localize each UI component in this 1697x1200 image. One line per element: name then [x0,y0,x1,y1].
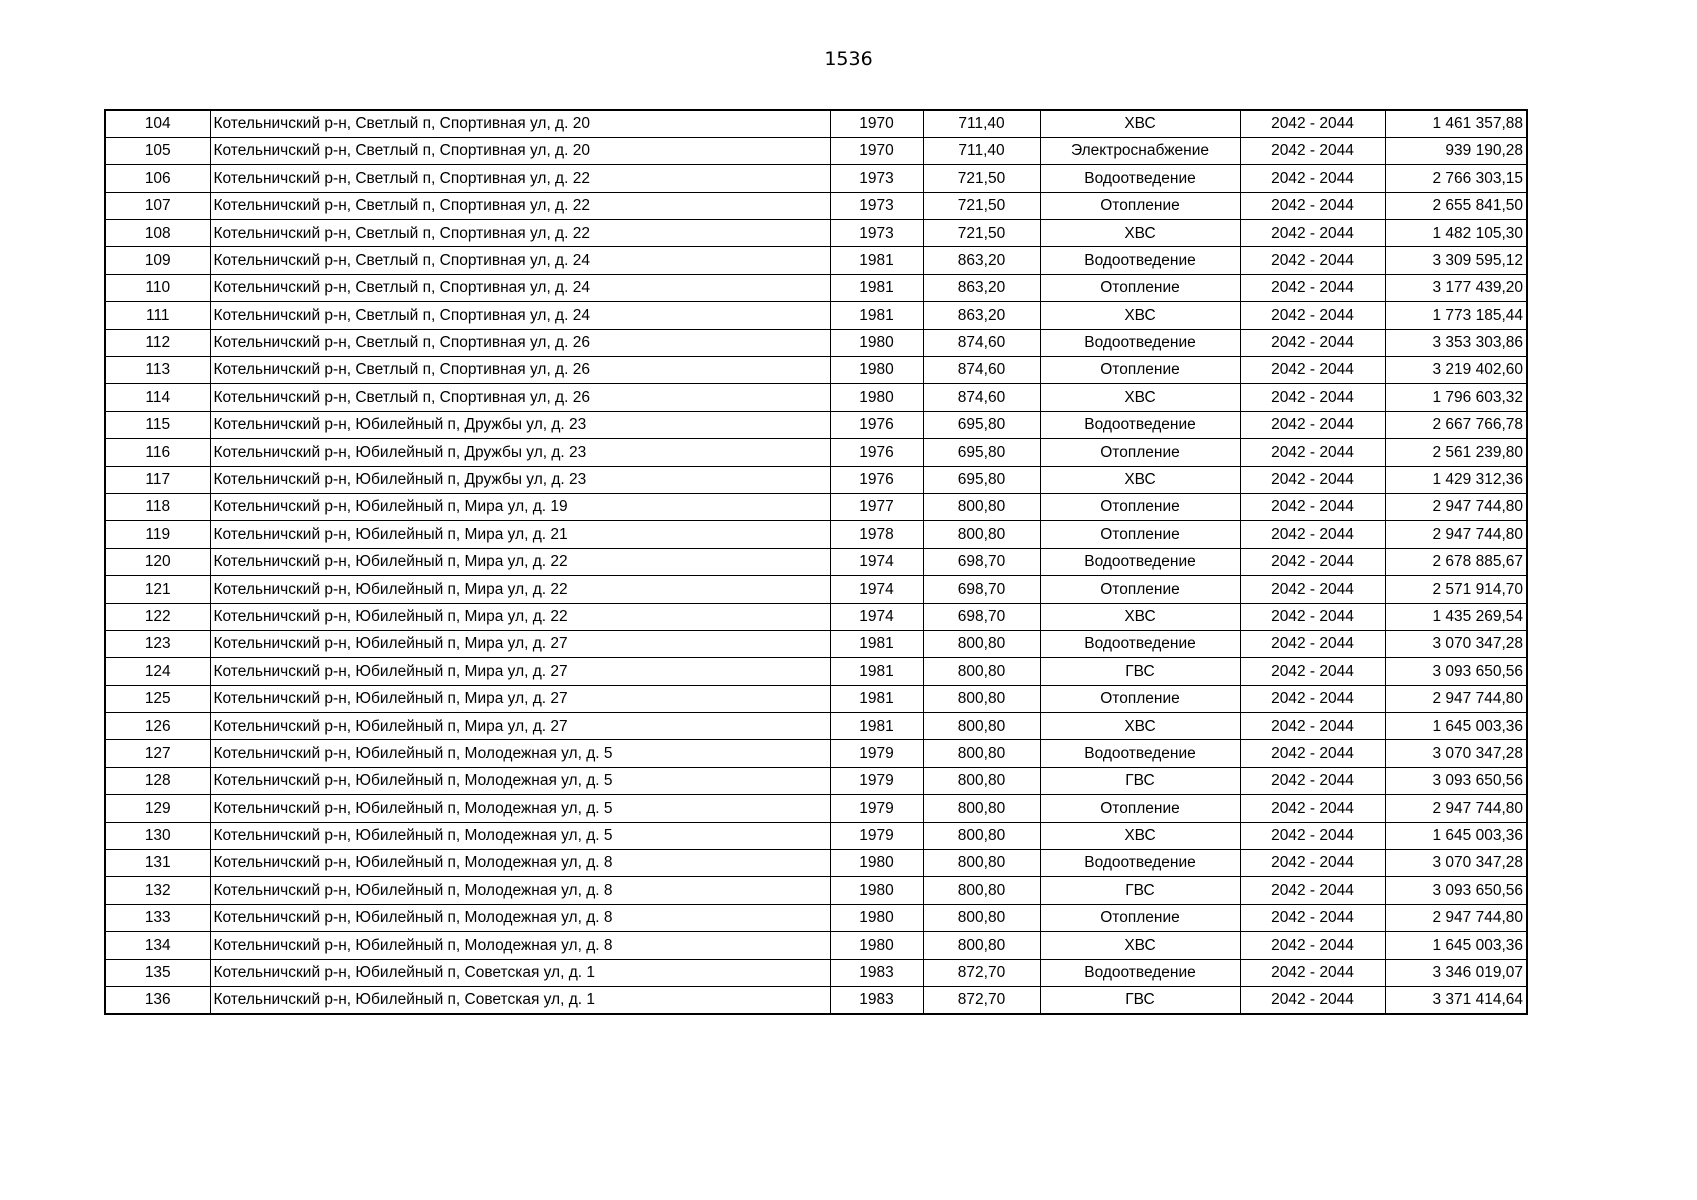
row-number-cell: 114 [105,384,210,411]
service-type-cell: ХВС [1040,466,1240,493]
cost-cell: 2 561 239,80 [1385,439,1527,466]
row-number-cell: 136 [105,987,210,1014]
row-number-cell: 130 [105,822,210,849]
area-cell: 800,80 [923,521,1040,548]
row-number-cell: 134 [105,932,210,959]
period-cell: 2042 - 2044 [1240,493,1385,520]
period-cell: 2042 - 2044 [1240,165,1385,192]
table-row [105,274,1527,301]
service-type-cell: ХВС [1040,302,1240,329]
service-type-cell: Водоотведение [1040,165,1240,192]
service-type-cell: Электроснабжение [1040,137,1240,164]
service-type-cell: Отопление [1040,521,1240,548]
area-cell: 711,40 [923,137,1040,164]
cost-cell: 1 429 312,36 [1385,466,1527,493]
cost-cell: 3 177 439,20 [1385,274,1527,301]
year-built-cell: 1979 [830,740,923,767]
table-row [105,822,1527,849]
year-built-cell: 1980 [830,932,923,959]
cost-cell: 2 655 841,50 [1385,192,1527,219]
area-cell: 874,60 [923,357,1040,384]
cost-cell: 2 571 914,70 [1385,576,1527,603]
service-type-cell: Водоотведение [1040,959,1240,986]
cost-cell: 3 070 347,28 [1385,740,1527,767]
table-row [105,685,1527,712]
service-type-cell: Водоотведение [1040,329,1240,356]
period-cell: 2042 - 2044 [1240,987,1385,1014]
row-number-cell: 132 [105,877,210,904]
repair-register-table [104,109,1528,1015]
period-cell: 2042 - 2044 [1240,411,1385,438]
row-number-cell: 123 [105,630,210,657]
year-built-cell: 1981 [830,685,923,712]
table-row [105,521,1527,548]
period-cell: 2042 - 2044 [1240,932,1385,959]
row-number-cell: 108 [105,220,210,247]
area-cell: 800,80 [923,795,1040,822]
address-cell: Котельничский р-н, Юбилейный п, Мира ул, д. 27 [210,713,830,740]
cost-cell: 3 371 414,64 [1385,987,1527,1014]
table-row [105,658,1527,685]
year-built-cell: 1976 [830,439,923,466]
period-cell: 2042 - 2044 [1240,274,1385,301]
address-cell: Котельничский р-н, Юбилейный п, Мира ул, д. 21 [210,521,830,548]
year-built-cell: 1981 [830,302,923,329]
table-row [105,384,1527,411]
period-cell: 2042 - 2044 [1240,521,1385,548]
service-type-cell: ХВС [1040,713,1240,740]
service-type-cell: Отопление [1040,493,1240,520]
table-row [105,932,1527,959]
period-cell: 2042 - 2044 [1240,384,1385,411]
cost-cell: 2 947 744,80 [1385,685,1527,712]
row-number-cell: 126 [105,713,210,740]
cost-cell: 1 773 185,44 [1385,302,1527,329]
year-built-cell: 1981 [830,274,923,301]
service-type-cell: Водоотведение [1040,548,1240,575]
table-row [105,959,1527,986]
row-number-cell: 122 [105,603,210,630]
row-number-cell: 112 [105,329,210,356]
year-built-cell: 1973 [830,165,923,192]
year-built-cell: 1980 [830,850,923,877]
row-number-cell: 120 [105,548,210,575]
address-cell: Котельничский р-н, Светлый п, Спортивная ул, д. 22 [210,220,830,247]
year-built-cell: 1983 [830,987,923,1014]
period-cell: 2042 - 2044 [1240,740,1385,767]
year-built-cell: 1976 [830,411,923,438]
table-row [105,987,1527,1014]
service-type-cell: Отопление [1040,795,1240,822]
service-type-cell: Отопление [1040,439,1240,466]
cost-cell: 1 482 105,30 [1385,220,1527,247]
row-number-cell: 110 [105,274,210,301]
table-row [105,576,1527,603]
area-cell: 863,20 [923,274,1040,301]
area-cell: 872,70 [923,987,1040,1014]
cost-cell: 1 435 269,54 [1385,603,1527,630]
address-cell: Котельничский р-н, Юбилейный п, Дружбы ул, д. 23 [210,411,830,438]
area-cell: 800,80 [923,767,1040,794]
row-number-cell: 121 [105,576,210,603]
row-number-cell: 115 [105,411,210,438]
address-cell: Котельничский р-н, Юбилейный п, Молодежная ул, д. 5 [210,767,830,794]
cost-cell: 2 766 303,15 [1385,165,1527,192]
row-number-cell: 107 [105,192,210,219]
area-cell: 695,80 [923,466,1040,493]
table-row [105,411,1527,438]
address-cell: Котельничский р-н, Юбилейный п, Молодежная ул, д. 5 [210,822,830,849]
service-type-cell: Отопление [1040,904,1240,931]
period-cell: 2042 - 2044 [1240,685,1385,712]
year-built-cell: 1983 [830,959,923,986]
cost-cell: 3 093 650,56 [1385,767,1527,794]
table-row [105,165,1527,192]
area-cell: 800,80 [923,932,1040,959]
period-cell: 2042 - 2044 [1240,192,1385,219]
address-cell: Котельничский р-н, Юбилейный п, Мира ул, д. 27 [210,630,830,657]
service-type-cell: ГВС [1040,767,1240,794]
service-type-cell: Отопление [1040,274,1240,301]
address-cell: Котельничский р-н, Светлый п, Спортивная ул, д. 24 [210,274,830,301]
address-cell: Котельничский р-н, Светлый п, Спортивная ул, д. 22 [210,165,830,192]
year-built-cell: 1980 [830,329,923,356]
address-cell: Котельничский р-н, Юбилейный п, Молодежная ул, д. 5 [210,740,830,767]
address-cell: Котельничский р-н, Светлый п, Спортивная ул, д. 26 [210,357,830,384]
cost-cell: 2 947 744,80 [1385,493,1527,520]
table-row [105,795,1527,822]
address-cell: Котельничский р-н, Юбилейный п, Мира ул, д. 27 [210,658,830,685]
service-type-cell: ХВС [1040,110,1240,137]
period-cell: 2042 - 2044 [1240,630,1385,657]
row-number-cell: 124 [105,658,210,685]
table-row [105,630,1527,657]
cost-cell: 2 678 885,67 [1385,548,1527,575]
year-built-cell: 1981 [830,713,923,740]
year-built-cell: 1981 [830,658,923,685]
year-built-cell: 1980 [830,904,923,931]
address-cell: Котельничский р-н, Светлый п, Спортивная ул, д. 24 [210,247,830,274]
table-body [105,110,1527,1014]
address-cell: Котельничский р-н, Юбилейный п, Советская ул, д. 1 [210,959,830,986]
year-built-cell: 1979 [830,795,923,822]
row-number-cell: 118 [105,493,210,520]
cost-cell: 3 353 303,86 [1385,329,1527,356]
address-cell: Котельничский р-н, Юбилейный п, Дружбы ул, д. 23 [210,439,830,466]
service-type-cell: ГВС [1040,658,1240,685]
period-cell: 2042 - 2044 [1240,439,1385,466]
row-number-cell: 117 [105,466,210,493]
year-built-cell: 1977 [830,493,923,520]
year-built-cell: 1973 [830,220,923,247]
area-cell: 800,80 [923,740,1040,767]
area-cell: 800,80 [923,822,1040,849]
year-built-cell: 1976 [830,466,923,493]
year-built-cell: 1970 [830,110,923,137]
year-built-cell: 1974 [830,603,923,630]
table-row [105,877,1527,904]
cost-cell: 3 093 650,56 [1385,877,1527,904]
table-row [105,548,1527,575]
table-row [105,767,1527,794]
area-cell: 698,70 [923,548,1040,575]
cost-cell: 1 645 003,36 [1385,713,1527,740]
area-cell: 800,80 [923,850,1040,877]
address-cell: Котельничский р-н, Светлый п, Спортивная ул, д. 26 [210,384,830,411]
address-cell: Котельничский р-н, Юбилейный п, Молодежная ул, д. 8 [210,904,830,931]
table-row [105,466,1527,493]
period-cell: 2042 - 2044 [1240,220,1385,247]
area-cell: 800,80 [923,713,1040,740]
period-cell: 2042 - 2044 [1240,137,1385,164]
area-cell: 800,80 [923,685,1040,712]
period-cell: 2042 - 2044 [1240,357,1385,384]
period-cell: 2042 - 2044 [1240,767,1385,794]
table-row [105,137,1527,164]
period-cell: 2042 - 2044 [1240,247,1385,274]
row-number-cell: 116 [105,439,210,466]
area-cell: 863,20 [923,302,1040,329]
service-type-cell: ХВС [1040,932,1240,959]
row-number-cell: 131 [105,850,210,877]
service-type-cell: ГВС [1040,987,1240,1014]
area-cell: 874,60 [923,384,1040,411]
table-row [105,493,1527,520]
area-cell: 800,80 [923,877,1040,904]
address-cell: Котельничский р-н, Юбилейный п, Молодежная ул, д. 5 [210,795,830,822]
address-cell: Котельничский р-н, Юбилейный п, Молодежная ул, д. 8 [210,877,830,904]
row-number-cell: 129 [105,795,210,822]
row-number-cell: 113 [105,357,210,384]
area-cell: 800,80 [923,630,1040,657]
address-cell: Котельничский р-н, Юбилейный п, Мира ул, д. 22 [210,603,830,630]
table-row [105,850,1527,877]
service-type-cell: Водоотведение [1040,630,1240,657]
service-type-cell: Отопление [1040,357,1240,384]
row-number-cell: 104 [105,110,210,137]
cost-cell: 1 461 357,88 [1385,110,1527,137]
area-cell: 863,20 [923,247,1040,274]
row-number-cell: 105 [105,137,210,164]
service-type-cell: Водоотведение [1040,850,1240,877]
table-row [105,603,1527,630]
page-number: 1536 [824,48,873,70]
period-cell: 2042 - 2044 [1240,959,1385,986]
period-cell: 2042 - 2044 [1240,548,1385,575]
cost-cell: 1 645 003,36 [1385,932,1527,959]
row-number-cell: 133 [105,904,210,931]
area-cell: 872,70 [923,959,1040,986]
table-row [105,439,1527,466]
cost-cell: 1 796 603,32 [1385,384,1527,411]
period-cell: 2042 - 2044 [1240,822,1385,849]
address-cell: Котельничский р-н, Юбилейный п, Советская ул, д. 1 [210,987,830,1014]
period-cell: 2042 - 2044 [1240,658,1385,685]
cost-cell: 3 093 650,56 [1385,658,1527,685]
area-cell: 695,80 [923,439,1040,466]
cost-cell: 939 190,28 [1385,137,1527,164]
service-type-cell: Отопление [1040,576,1240,603]
area-cell: 874,60 [923,329,1040,356]
area-cell: 721,50 [923,220,1040,247]
period-cell: 2042 - 2044 [1240,466,1385,493]
row-number-cell: 135 [105,959,210,986]
cost-cell: 3 346 019,07 [1385,959,1527,986]
table-row [105,904,1527,931]
area-cell: 711,40 [923,110,1040,137]
row-number-cell: 106 [105,165,210,192]
period-cell: 2042 - 2044 [1240,576,1385,603]
service-type-cell: ХВС [1040,220,1240,247]
cost-cell: 2 667 766,78 [1385,411,1527,438]
table-row [105,302,1527,329]
address-cell: Котельничский р-н, Юбилейный п, Мира ул, д. 22 [210,576,830,603]
period-cell: 2042 - 2044 [1240,713,1385,740]
area-cell: 800,80 [923,493,1040,520]
period-cell: 2042 - 2044 [1240,110,1385,137]
period-cell: 2042 - 2044 [1240,603,1385,630]
address-cell: Котельничский р-н, Юбилейный п, Мира ул, д. 22 [210,548,830,575]
cost-cell: 2 947 744,80 [1385,795,1527,822]
cost-cell: 3 070 347,28 [1385,850,1527,877]
area-cell: 698,70 [923,576,1040,603]
cost-cell: 2 947 744,80 [1385,521,1527,548]
service-type-cell: ХВС [1040,822,1240,849]
row-number-cell: 125 [105,685,210,712]
area-cell: 800,80 [923,904,1040,931]
period-cell: 2042 - 2044 [1240,904,1385,931]
service-type-cell: ХВС [1040,384,1240,411]
row-number-cell: 127 [105,740,210,767]
year-built-cell: 1980 [830,384,923,411]
service-type-cell: Отопление [1040,192,1240,219]
cost-cell: 3 219 402,60 [1385,357,1527,384]
table-row [105,713,1527,740]
year-built-cell: 1973 [830,192,923,219]
address-cell: Котельничский р-н, Юбилейный п, Молодежная ул, д. 8 [210,932,830,959]
period-cell: 2042 - 2044 [1240,877,1385,904]
year-built-cell: 1974 [830,576,923,603]
row-number-cell: 119 [105,521,210,548]
period-cell: 2042 - 2044 [1240,850,1385,877]
address-cell: Котельничский р-н, Светлый п, Спортивная ул, д. 26 [210,329,830,356]
area-cell: 721,50 [923,192,1040,219]
table-row [105,220,1527,247]
service-type-cell: ГВС [1040,877,1240,904]
address-cell: Котельничский р-н, Юбилейный п, Мира ул, д. 27 [210,685,830,712]
year-built-cell: 1980 [830,357,923,384]
period-cell: 2042 - 2044 [1240,795,1385,822]
table-row [105,357,1527,384]
service-type-cell: Водоотведение [1040,740,1240,767]
service-type-cell: Водоотведение [1040,411,1240,438]
service-type-cell: Водоотведение [1040,247,1240,274]
table-row [105,329,1527,356]
year-built-cell: 1974 [830,548,923,575]
table-row [105,110,1527,137]
area-cell: 800,80 [923,658,1040,685]
year-built-cell: 1981 [830,630,923,657]
cost-cell: 2 947 744,80 [1385,904,1527,931]
year-built-cell: 1981 [830,247,923,274]
cost-cell: 3 070 347,28 [1385,630,1527,657]
area-cell: 695,80 [923,411,1040,438]
address-cell: Котельничский р-н, Светлый п, Спортивная ул, д. 20 [210,137,830,164]
address-cell: Котельничский р-н, Светлый п, Спортивная ул, д. 20 [210,110,830,137]
address-cell: Котельничский р-н, Юбилейный п, Молодежная ул, д. 8 [210,850,830,877]
address-cell: Котельничский р-н, Юбилейный п, Мира ул, д. 19 [210,493,830,520]
table-row [105,192,1527,219]
table-row [105,247,1527,274]
cost-cell: 3 309 595,12 [1385,247,1527,274]
row-number-cell: 128 [105,767,210,794]
service-type-cell: ХВС [1040,603,1240,630]
address-cell: Котельничский р-н, Светлый п, Спортивная ул, д. 22 [210,192,830,219]
row-number-cell: 109 [105,247,210,274]
period-cell: 2042 - 2044 [1240,302,1385,329]
row-number-cell: 111 [105,302,210,329]
area-cell: 721,50 [923,165,1040,192]
year-built-cell: 1980 [830,877,923,904]
address-cell: Котельничский р-н, Светлый п, Спортивная ул, д. 24 [210,302,830,329]
year-built-cell: 1979 [830,822,923,849]
period-cell: 2042 - 2044 [1240,329,1385,356]
table-row [105,740,1527,767]
year-built-cell: 1970 [830,137,923,164]
year-built-cell: 1978 [830,521,923,548]
service-type-cell: Отопление [1040,685,1240,712]
address-cell: Котельничский р-н, Юбилейный п, Дружбы ул, д. 23 [210,466,830,493]
year-built-cell: 1979 [830,767,923,794]
cost-cell: 1 645 003,36 [1385,822,1527,849]
area-cell: 698,70 [923,603,1040,630]
